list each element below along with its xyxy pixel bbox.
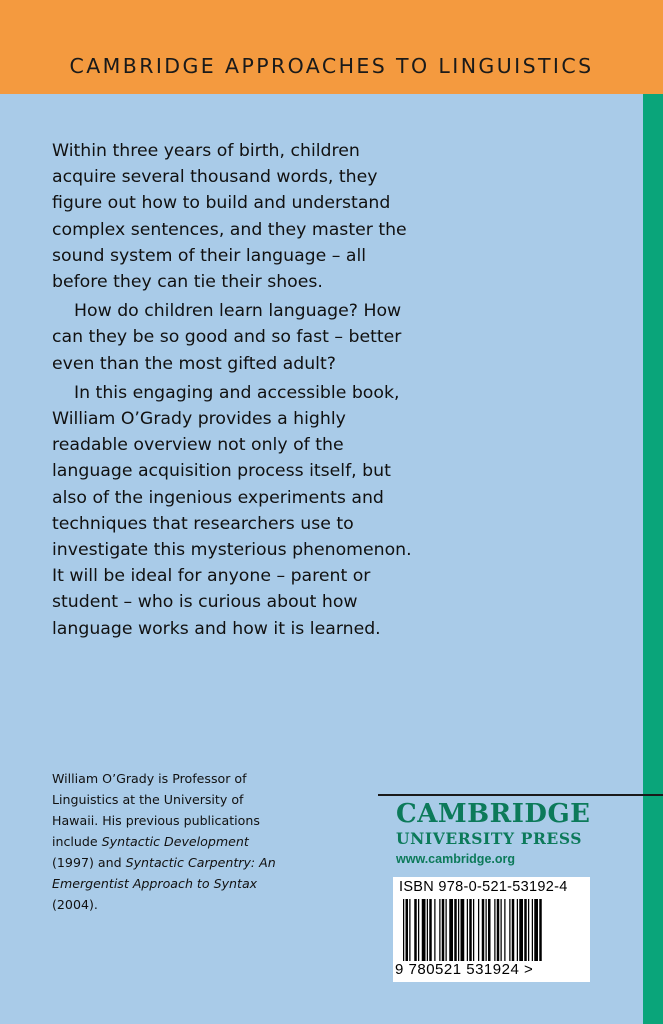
bio-lead: William O’Grady is Professor of Linguistics at the University of Hawaii. His previous publications include (52, 771, 260, 849)
publisher-rule (378, 794, 663, 796)
barcode-bar (414, 899, 417, 961)
barcode-bar (534, 899, 538, 961)
barcode-bar (446, 899, 447, 961)
bio-book-1: Syntactic Development (101, 834, 249, 849)
barcode-bar (439, 899, 440, 961)
barcode-bar (504, 899, 505, 961)
barcode-bar (442, 899, 445, 961)
barcode-bar (418, 899, 419, 961)
barcode-bar (524, 899, 527, 961)
spine-stripe (643, 94, 663, 1024)
barcode (393, 877, 590, 982)
barcode-bar (519, 899, 523, 961)
barcode-bar (486, 899, 487, 961)
barcode-bar (494, 899, 495, 961)
series-title: CAMBRIDGE APPROACHES TO LINGUISTICS (69, 54, 594, 78)
barcode-bar (467, 899, 468, 961)
barcode-bar (488, 899, 491, 961)
barcode-bar (409, 899, 410, 961)
barcode-bar (434, 899, 435, 961)
barcode-bar (422, 899, 426, 961)
barcode-bar (469, 899, 472, 961)
publisher-url: www.cambridge.org (396, 852, 516, 866)
blurb-paragraph-2: How do children learn language? How can they be so good and so fast – better even than the most gifted adult? (52, 301, 402, 374)
publisher-press: UNIVERSITY PRESS (396, 829, 583, 848)
barcode-bar (501, 899, 502, 961)
isbn-label: ISBN 978-0-521-53192-4 (399, 879, 568, 895)
blurb-paragraph-3: In this engaging and accessible book, William O’Grady provides a highly readable overview not only of the language acquisition process itself, but also of the ingenious experiments and techniques that researchers use to investigate this mysterious phenomenon. It will be ideal for anyone – parent or student – who is curious about how language works and how it is learned. (52, 382, 412, 639)
publisher-name: CAMBRIDGE (396, 799, 591, 829)
publisher-logo (396, 800, 590, 848)
barcode-bar (509, 899, 510, 961)
barcode-bar (458, 899, 459, 961)
barcode-bar (528, 899, 529, 961)
barcode-bar (539, 899, 542, 961)
series-band (0, 0, 663, 94)
blurb-text (52, 138, 422, 642)
barcode-bar (497, 899, 500, 961)
barcode-bar (517, 899, 518, 961)
barcode-bar (461, 899, 465, 961)
bio-tail: (2004). (52, 897, 98, 912)
barcode-digits: 9 780521 531924 > (395, 961, 534, 978)
barcode-bar (532, 899, 533, 961)
blurb-paragraph-1: Within three years of birth, children acquire several thousand words, they figure out how to build and understand complex sentences, and they master the sound system of their language – all before they can tie their shoes. (52, 141, 407, 293)
bio-book-2: Syntactic Carpentry: An Emergentist Approach to Syntax (52, 855, 276, 891)
barcode-bar (473, 899, 474, 961)
barcode-bar (478, 899, 479, 961)
barcode-bar (454, 899, 457, 961)
barcode-bar (427, 899, 428, 961)
barcode-bar (429, 899, 432, 961)
bio-mid: (1997) and (52, 855, 126, 870)
author-bio (52, 768, 277, 915)
barcode-bars (395, 899, 588, 961)
barcode-bar (403, 899, 404, 961)
barcode-bar (406, 899, 409, 961)
barcode-bar (512, 899, 515, 961)
barcode-bar (482, 899, 485, 961)
barcode-bar (449, 899, 453, 961)
